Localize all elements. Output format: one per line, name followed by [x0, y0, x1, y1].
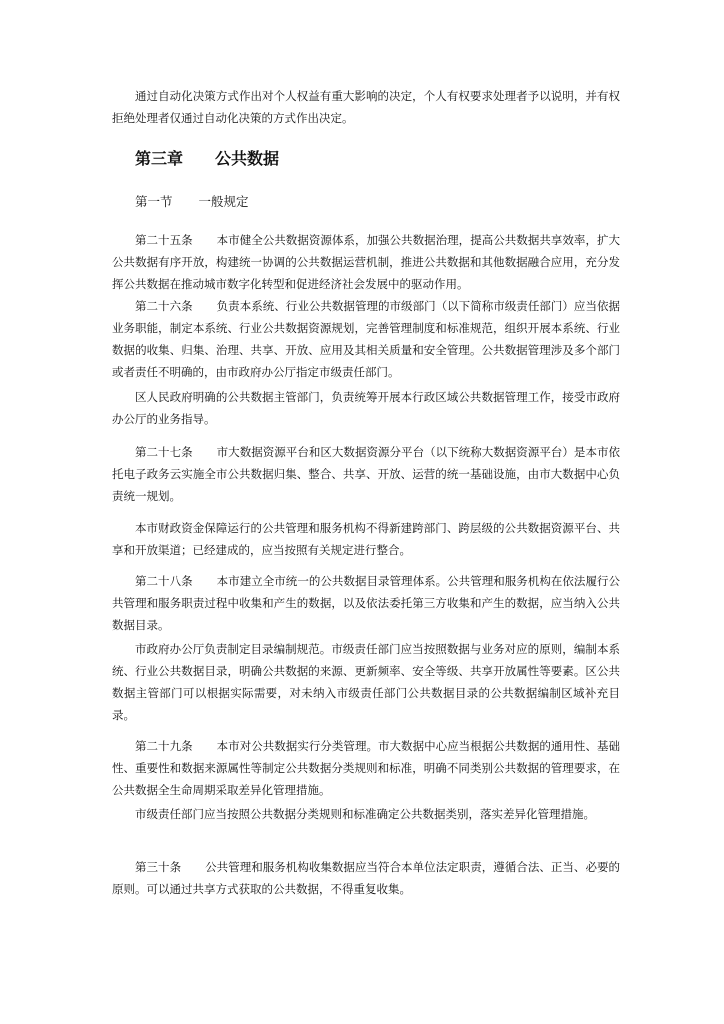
article-25	[112, 229, 620, 295]
article-number: 第二十八条	[135, 574, 193, 588]
article-number: 第二十六条	[135, 299, 193, 313]
article-27-paragraph-2: 本市财政资金保障运行的公共管理和服务机构不得新建跨部门、跨层级的公共数据资源平台、共享和开放渠道；已经建成的，应当按照有关规定进行整合。	[112, 521, 620, 557]
chapter-number: 第三章	[135, 149, 184, 168]
article-28-paragraph-2: 市政府办公厅负责制定目录编制规范。市级责任部门应当按照数据与业务对应的原则，编制本系统、行业公共数据目录，明确公共数据的来源、更新频率、安全等级、共享开放属性等要素。区公共数据主管部门可以根据实际需要，对未纳入市级责任部门公共数据目录的公共数据编制区域补充目录。	[112, 642, 620, 722]
article-30	[112, 856, 620, 900]
article-26-paragraph-2: 区人民政府明确的公共数据主管部门，负责统筹开展本行政区域公共数据管理工作，接受市政府办公厅的业务指导。	[112, 390, 620, 426]
article-29	[112, 735, 620, 801]
section-heading	[135, 191, 249, 213]
article-28	[112, 570, 620, 636]
article-29-paragraph-2: 市级责任部门应当按照公共数据分类规则和标准确定公共数据类别，落实差异化管理措施。	[135, 807, 595, 821]
article-27	[112, 441, 620, 507]
section-number: 第一节	[135, 194, 173, 209]
article-text: 本市健全公共数据资源体系，加强公共数据治理，提高公共数据共享效率，扩大公共数据有序开放，构建统一协调的公共数据运营机制，推进公共数据和其他数据融合应用，充分发挥公共数据在推动城市数字化转型和促进经济社会发展中的驱动作用。	[112, 233, 620, 291]
intro-paragraph: 通过自动化决策方式作出对个人权益有重大影响的决定，个人有权要求处理者予以说明，并有权拒绝处理者仅通过自动化决策的方式作出决定。	[112, 89, 620, 125]
article-text: 负责本系统、行业公共数据管理的市级部门（以下简称市级责任部门）应当依据业务职能，制定本系统、行业公共数据资源规划，完善管理制度和标准规范，组织开展本系统、行业数据的收集、归集、治理、共享、开放、应用及其相关质量和安全管理。公共数据管理涉及多个部门或者责任不明确的，由市政府办公厅指定市级责任部门。	[112, 299, 620, 379]
article-number: 第二十五条	[135, 233, 193, 247]
article-26	[112, 295, 620, 383]
article-text: 市大数据资源平台和区大数据资源分平台（以下统称大数据资源平台）是本市依托电子政务云实施全市公共数据归集、整合、共享、开放、运营的统一基础设施，由市大数据中心负责统一规划。	[112, 445, 620, 503]
article-number: 第三十条	[135, 860, 182, 874]
section-title: 一般规定	[198, 194, 249, 209]
article-text: 公共管理和服务机构收集数据应当符合本单位法定职责，遵循合法、正当、必要的原则。可以通过共享方式获取的公共数据，不得重复收集。	[112, 860, 621, 896]
chapter-title: 公共数据	[215, 149, 280, 168]
article-number: 第二十九条	[135, 739, 193, 753]
article-number: 第二十七条	[135, 445, 193, 459]
chapter-heading	[135, 147, 279, 171]
article-text: 本市建立全市统一的公共数据目录管理体系。公共管理和服务机构在依法履行公共管理和服务职责过程中收集和产生的数据，以及依法委托第三方收集和产生的数据，应当纳入公共数据目录。	[112, 574, 620, 632]
article-text: 本市对公共数据实行分类管理。市大数据中心应当根据公共数据的通用性、基础性、重要性和数据来源属性等制定公共数据分类规则和标准，明确不同类别公共数据的管理要求，在公共数据全生命周期采取差异化管理措施。	[112, 739, 620, 797]
